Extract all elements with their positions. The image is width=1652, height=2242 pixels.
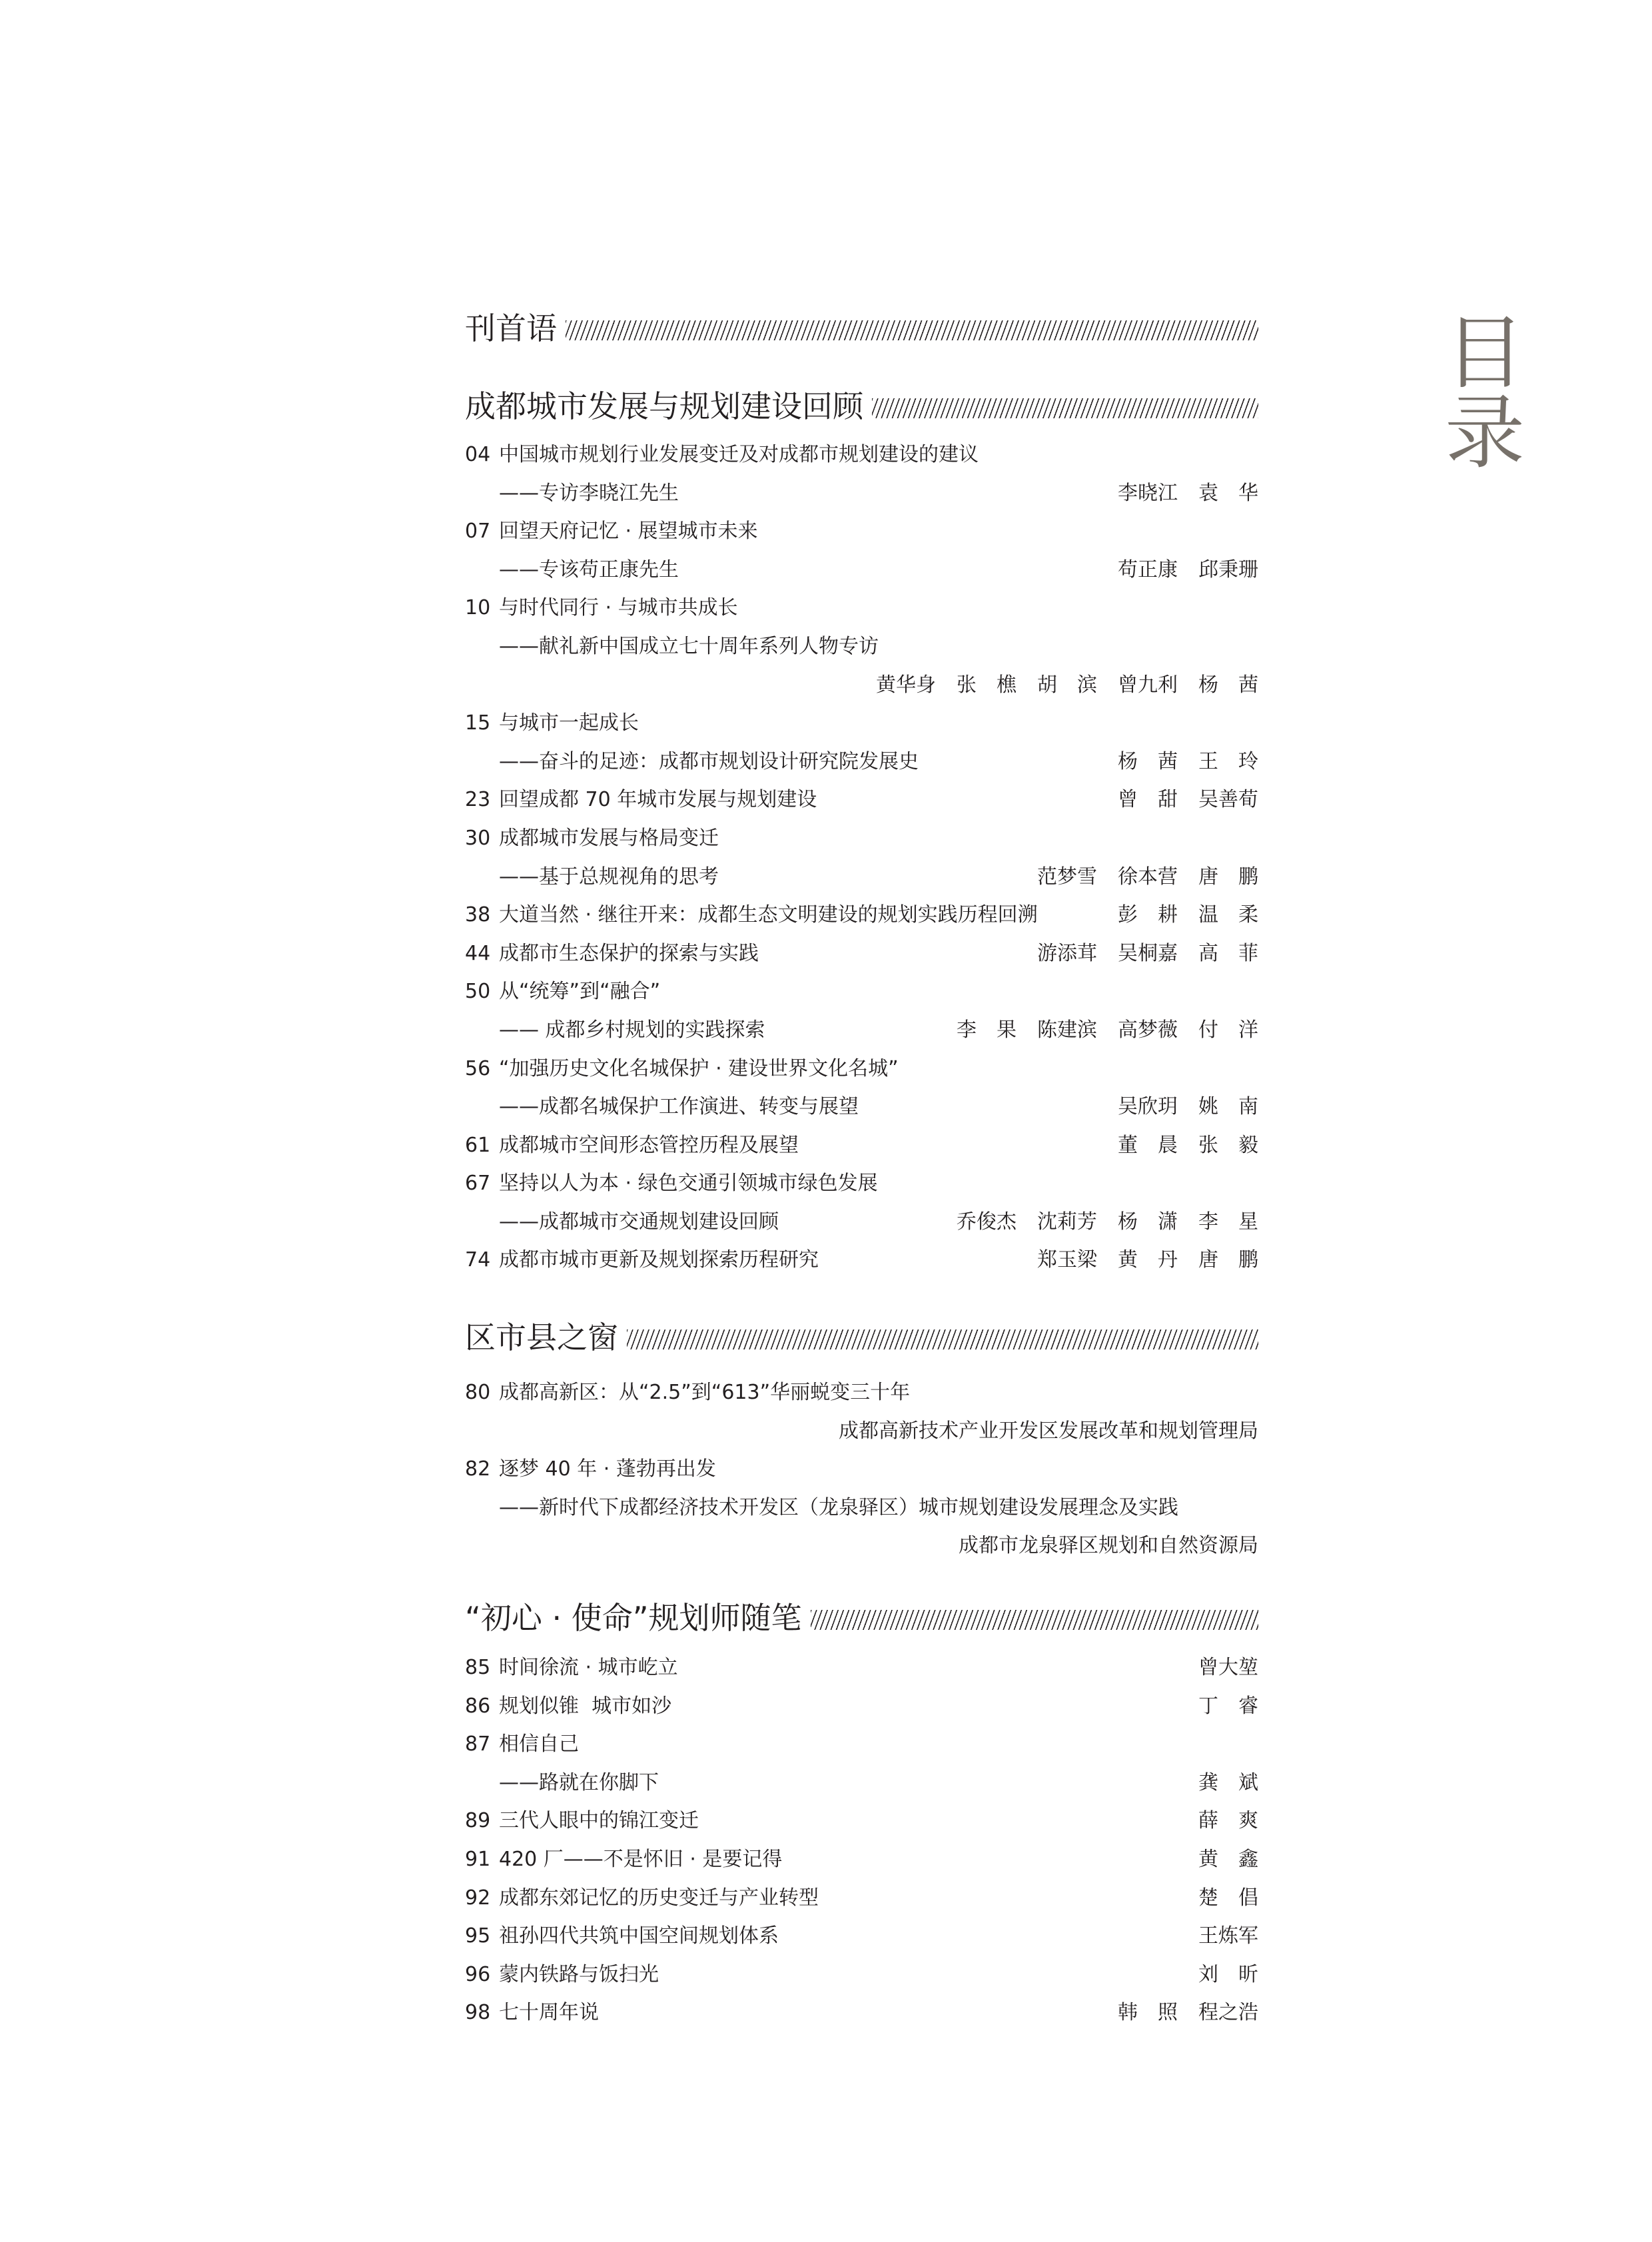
author-list — [1198, 1956, 1258, 1994]
toc-organization-row — [465, 1527, 1258, 1565]
toc-section — [465, 1598, 1258, 2032]
author-name: 高 菲 — [1198, 941, 1258, 965]
author-list — [1198, 1802, 1258, 1840]
author-name: 曾大堃 — [1198, 1656, 1258, 1679]
entry-subtitle: ——新时代下成都经济技术开发区（龙泉驿区）城市规划建设发展理念及实践 — [499, 1495, 1178, 1519]
toc-entry — [465, 896, 1258, 934]
page-number: 91 — [465, 1847, 491, 1871]
toc-entry — [465, 1956, 1258, 1994]
section-title: 区市县之窗 — [465, 1319, 618, 1355]
author-list — [1118, 551, 1258, 589]
section-title: “初心 · 使命”规划师随笔 — [465, 1600, 802, 1636]
author-list — [1037, 1241, 1258, 1280]
section-header — [465, 386, 1258, 426]
author-name: 高梦薇 — [1118, 1018, 1178, 1042]
author-name: 王 玲 — [1198, 749, 1258, 773]
hatch-divider — [627, 1329, 1258, 1349]
author-name: 曾 甜 — [1118, 788, 1178, 812]
toc-subtitle — [465, 627, 1258, 666]
author-list — [1198, 1879, 1258, 1918]
organization-name: 成都高新技术产业开发区发展改革和规划管理局 — [839, 1419, 1258, 1443]
author-name: 唐 鹏 — [1198, 1248, 1258, 1272]
author-name: 王炼军 — [1198, 1924, 1258, 1948]
toc-entry — [465, 1725, 1258, 1764]
entry-title: 中国城市规划行业发展变迁及对成都市规划建设的建议 — [499, 443, 979, 466]
toc-subtitle — [465, 858, 1258, 897]
hatch-divider — [566, 320, 1258, 340]
author-name: 胡 滨 — [1037, 673, 1097, 697]
page-number: 74 — [465, 1248, 491, 1272]
author-name: 李 星 — [1198, 1210, 1258, 1234]
page-number: 07 — [465, 520, 491, 544]
toc-entry — [465, 1994, 1258, 2032]
toc-subtitle — [465, 1489, 1258, 1527]
page-number: 98 — [465, 2001, 491, 2025]
author-name: 范梦雪 — [1037, 865, 1097, 889]
author-name: 杨 茜 — [1198, 673, 1258, 697]
author-list — [1198, 1840, 1258, 1879]
toc-entry — [465, 1373, 1258, 1412]
entry-title: 与城市一起成长 — [499, 711, 639, 735]
author-name: 姚 南 — [1198, 1095, 1258, 1119]
author-list — [1118, 781, 1258, 819]
author-list — [1198, 1917, 1258, 1956]
toc-entry — [465, 1802, 1258, 1840]
toc-entry — [465, 1917, 1258, 1956]
author-list — [957, 1203, 1258, 1242]
author-list — [1198, 1687, 1258, 1726]
toc-subtitle — [465, 1203, 1258, 1242]
toc-entry — [465, 1450, 1258, 1489]
section-header — [465, 1317, 1258, 1357]
author-list — [876, 666, 1258, 705]
toc-entry — [465, 1879, 1258, 1918]
toc-entry — [465, 589, 1258, 627]
author-name: 付 洋 — [1198, 1018, 1258, 1042]
entry-title: 三代人眼中的锦江变迁 — [499, 1809, 699, 1833]
page-number: 10 — [465, 596, 491, 620]
author-list — [1037, 858, 1258, 897]
entry-subtitle: ——成都城市交通规划建设回顾 — [499, 1210, 779, 1234]
author-list — [1118, 1126, 1258, 1165]
toc-entry — [465, 1687, 1258, 1726]
organization-name: 成都市龙泉驿区规划和自然资源局 — [959, 1534, 1258, 1558]
author-name: 张 毅 — [1198, 1133, 1258, 1157]
hatch-divider — [811, 1610, 1258, 1630]
page-number: 80 — [465, 1381, 491, 1404]
entry-title: “加强历史文化名城保护 · 建设世界文化名城” — [499, 1056, 899, 1080]
toc-entry — [465, 1840, 1258, 1879]
table-of-contents — [465, 0, 1258, 2242]
entry-title: 回望天府记忆 · 展望城市未来 — [499, 520, 758, 544]
toc-rows — [465, 1649, 1258, 2032]
toc-subtitle — [465, 743, 1258, 781]
toc-subtitle — [465, 1088, 1258, 1126]
page-number: 86 — [465, 1694, 491, 1718]
toc-rows — [465, 1373, 1258, 1565]
author-list — [1118, 1088, 1258, 1126]
entry-title: 规划似锥 城市如沙 — [499, 1694, 672, 1718]
toc-subtitle — [465, 1764, 1258, 1802]
toc-section — [465, 386, 1258, 1280]
author-name: 吴善荀 — [1198, 788, 1258, 812]
entry-subtitle: ——成都名城保护工作演进、转变与展望 — [499, 1095, 859, 1119]
author-name: 曾九利 — [1118, 673, 1178, 697]
author-name: 陈建滨 — [1037, 1018, 1097, 1042]
entry-title: 相信自己 — [499, 1732, 579, 1756]
author-name: 沈莉芳 — [1037, 1210, 1097, 1234]
author-name: 乔俊杰 — [957, 1210, 1017, 1234]
entry-subtitle: ——基于总规视角的思考 — [499, 865, 719, 889]
page-number: 82 — [465, 1457, 491, 1481]
author-name: 刘 昕 — [1198, 1962, 1258, 1986]
entry-subtitle: —— 成都乡村规划的实践探索 — [499, 1018, 765, 1042]
toc-entry — [465, 819, 1258, 858]
author-name: 唐 鹏 — [1198, 865, 1258, 889]
entry-title: 成都市生态保护的探索与实践 — [499, 941, 759, 965]
author-list — [1118, 743, 1258, 781]
entry-title: 成都城市发展与格局变迁 — [499, 826, 719, 850]
author-name: 苟正康 — [1118, 558, 1178, 581]
entry-subtitle: ——专访李晓江先生 — [499, 481, 679, 505]
entry-title: 成都高新区：从“2.5”到“613”华丽蜕变三十年 — [499, 1381, 911, 1404]
page-number: 56 — [465, 1056, 491, 1080]
entry-subtitle: ——献礼新中国成立七十周年系列人物专访 — [499, 634, 879, 658]
author-list — [1118, 1994, 1258, 2032]
author-list — [1118, 896, 1258, 934]
author-name: 袁 华 — [1198, 481, 1258, 505]
section-header — [465, 1598, 1258, 1638]
entry-title: 时间徐流 · 城市屹立 — [499, 1656, 678, 1679]
page-number: 96 — [465, 1962, 491, 1986]
author-name: 杨 茜 — [1118, 749, 1178, 773]
page-number: 89 — [465, 1809, 491, 1833]
author-name: 李 果 — [957, 1018, 1017, 1042]
entry-title: 成都城市空间形态管控历程及展望 — [499, 1133, 799, 1157]
author-name: 吴欣玥 — [1118, 1095, 1178, 1119]
toc-entry — [465, 781, 1258, 819]
toc-rows — [465, 436, 1258, 1280]
author-name: 吴桐嘉 — [1118, 941, 1178, 965]
entry-subtitle: ——路就在你脚下 — [499, 1770, 659, 1794]
author-name: 彭 耕 — [1118, 903, 1178, 927]
entry-title: 七十周年说 — [499, 2001, 599, 2025]
author-name: 黄 鑫 — [1198, 1847, 1258, 1871]
page-number: 61 — [465, 1133, 491, 1157]
page-title: 目录 — [1432, 310, 1524, 470]
author-name: 楚 倡 — [1198, 1886, 1258, 1910]
author-name: 薛 爽 — [1198, 1809, 1258, 1833]
toc-entry — [465, 1164, 1258, 1203]
toc-entry — [465, 1126, 1258, 1165]
toc-entry — [465, 1649, 1258, 1687]
section-header — [465, 308, 1258, 348]
page-number: 38 — [465, 903, 491, 927]
page-number: 95 — [465, 1924, 491, 1948]
author-name: 杨 潇 — [1118, 1210, 1178, 1234]
entry-title: 大道当然 · 继往开来：成都生态文明建设的规划实践历程回溯 — [499, 903, 1038, 927]
entry-title: 坚持以人为本 · 绿色交通引领城市绿色发展 — [499, 1172, 878, 1196]
author-name: 张 樵 — [957, 673, 1017, 697]
author-list — [1037, 934, 1258, 973]
entry-title: 成都东郊记忆的历史变迁与产业转型 — [499, 1886, 819, 1910]
entry-title: 蒙内铁路与饭扫光 — [499, 1962, 659, 1986]
entry-title: 成都市城市更新及规划探索历程研究 — [499, 1248, 819, 1272]
page-number: 30 — [465, 826, 491, 850]
entry-subtitle: ——奋斗的足迹：成都市规划设计研究院发展史 — [499, 749, 919, 773]
page-number: 15 — [465, 711, 491, 735]
toc-entry — [465, 436, 1258, 474]
section-title: 刊首语 — [465, 310, 557, 346]
page-number: 85 — [465, 1656, 491, 1679]
author-name: 丁 睿 — [1198, 1694, 1258, 1718]
toc-entry — [465, 512, 1258, 551]
hatch-divider — [872, 398, 1258, 418]
toc-entry — [465, 934, 1258, 973]
author-list — [1198, 1649, 1258, 1687]
page-number: 44 — [465, 941, 491, 965]
author-name: 李晓江 — [1118, 481, 1178, 505]
author-name: 游添茸 — [1037, 941, 1097, 965]
entry-title: 从“统筹”到“融合” — [499, 980, 661, 1004]
toc-entry — [465, 972, 1258, 1011]
author-name: 郑玉梁 — [1037, 1248, 1097, 1272]
author-name: 董 晨 — [1118, 1133, 1178, 1157]
author-name: 邱秉珊 — [1198, 558, 1258, 581]
author-name: 黄 丹 — [1118, 1248, 1178, 1272]
toc-authors-row — [465, 666, 1258, 705]
author-name: 韩 照 — [1118, 2001, 1178, 2025]
entry-subtitle: ——专该苟正康先生 — [499, 558, 679, 581]
page-number: 87 — [465, 1732, 491, 1756]
entry-title: 回望成都 70 年城市发展与规划建设 — [499, 788, 817, 812]
entry-title: 420 厂——不是怀旧 · 是要记得 — [499, 1847, 783, 1871]
author-name: 龚 斌 — [1198, 1770, 1258, 1794]
toc-section — [465, 1317, 1258, 1565]
toc-subtitle — [465, 474, 1258, 513]
toc-subtitle — [465, 1011, 1258, 1050]
page-number: 92 — [465, 1886, 491, 1910]
page-number: 04 — [465, 443, 491, 466]
toc-entry — [465, 1050, 1258, 1088]
toc-subtitle — [465, 551, 1258, 589]
page-number: 50 — [465, 980, 491, 1004]
author-list — [957, 1011, 1258, 1050]
entry-title: 与时代同行 · 与城市共成长 — [499, 596, 738, 620]
author-list — [1198, 1764, 1258, 1802]
author-list — [1118, 474, 1258, 513]
entry-title: 逐梦 40 年 · 蓬勃再出发 — [499, 1457, 716, 1481]
author-name: 徐本营 — [1118, 865, 1178, 889]
toc-entry — [465, 1241, 1258, 1280]
author-name: 温 柔 — [1198, 903, 1258, 927]
toc-section — [465, 308, 1258, 348]
entry-title: 祖孙四代共筑中国空间规划体系 — [499, 1924, 779, 1948]
toc-entry — [465, 704, 1258, 743]
author-name: 黄华身 — [876, 673, 936, 697]
page-number: 23 — [465, 788, 491, 812]
page-number: 67 — [465, 1172, 491, 1196]
section-title: 成都城市发展与规划建设回顾 — [465, 388, 863, 424]
toc-organization-row — [465, 1412, 1258, 1451]
author-name: 程之浩 — [1198, 2001, 1258, 2025]
